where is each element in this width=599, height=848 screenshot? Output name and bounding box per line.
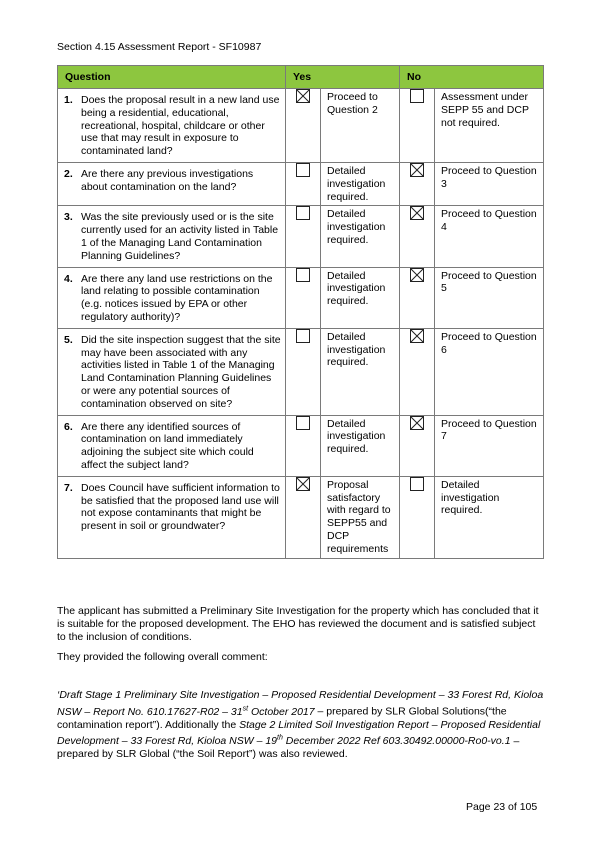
cross-mark-icon bbox=[411, 207, 423, 219]
cross-mark-icon bbox=[411, 417, 423, 429]
yes-checkbox-cell bbox=[286, 162, 321, 205]
cross-mark-icon bbox=[297, 90, 309, 102]
question-text: Was the site previously used or is the site currently used for an activity listed in Table 1 of the Managing Land Contamination Planning Guidelines? bbox=[81, 211, 279, 262]
yes-checkbox[interactable] bbox=[296, 329, 310, 343]
question-cell bbox=[58, 328, 286, 415]
yes-outcome-text: Detailed investigation required. bbox=[321, 267, 400, 328]
question-number: 5. bbox=[64, 333, 73, 346]
assessment-paragraph: The applicant has submitted a Preliminary Site Investigation for the property which has concluded that it is suitable for the proposed development. The EHO has reviewed the document and is satisfied subject to the inclusion of conditions. bbox=[57, 605, 539, 643]
cross-mark-icon bbox=[297, 478, 309, 490]
yes-checkbox-cell bbox=[286, 267, 321, 328]
question-number: 1. bbox=[64, 94, 73, 106]
yes-outcome-text: Proposal satisfactory with regard to SEPP55 and DCP requirements bbox=[321, 476, 400, 558]
quote-part5: December 2022 Ref 603.30492.00000-Ro0-vo.1 bbox=[282, 735, 511, 747]
cross-mark-icon bbox=[411, 269, 423, 281]
question-number: 4. bbox=[64, 272, 73, 285]
no-outcome-text: Proceed to Question 6 bbox=[435, 328, 544, 415]
no-checkbox[interactable] bbox=[410, 416, 424, 430]
table-row bbox=[58, 162, 544, 205]
quote-part1: ‘Draft Stage 1 Preliminary Site Investigation – Proposed Residential Development – 33 Forest Rd, Kioloa NSW – Report No. 610.17627-R02 – 31 bbox=[57, 689, 544, 718]
quote-part4: Stage 2 Limited Soil Investigation Report – Proposed Residential Development – 33 Forest Rd, Kioloa NSW – 19 bbox=[57, 718, 541, 747]
yes-checkbox-cell bbox=[286, 415, 321, 476]
yes-outcome-text: Detailed investigation required. bbox=[321, 206, 400, 267]
table-row bbox=[58, 476, 544, 558]
yes-outcome-text: Detailed investigation required. bbox=[321, 415, 400, 476]
table-row bbox=[58, 267, 544, 328]
question-text: Are there any previous investigations about contamination on the land? bbox=[81, 167, 254, 193]
yes-checkbox[interactable] bbox=[296, 206, 310, 220]
cross-mark-icon bbox=[411, 164, 423, 176]
table-row bbox=[58, 206, 544, 267]
yes-checkbox-cell bbox=[286, 476, 321, 558]
contamination-assessment-table bbox=[57, 65, 544, 559]
no-checkbox[interactable] bbox=[410, 477, 424, 491]
no-checkbox-cell bbox=[400, 415, 435, 476]
no-checkbox-cell bbox=[400, 328, 435, 415]
yes-checkbox-cell bbox=[286, 206, 321, 267]
no-checkbox-cell bbox=[400, 162, 435, 205]
question-cell bbox=[58, 267, 286, 328]
quote-part1-sup: st bbox=[242, 705, 249, 712]
question-text: Are there any identified sources of contamination on land immediately adjoining the subject site which could affect the subject land? bbox=[81, 420, 254, 471]
yes-checkbox-cell bbox=[286, 328, 321, 415]
table-row bbox=[58, 415, 544, 476]
no-checkbox-cell bbox=[400, 206, 435, 267]
question-number: 3. bbox=[64, 211, 73, 224]
no-checkbox[interactable] bbox=[410, 268, 424, 282]
question-cell bbox=[58, 162, 286, 205]
question-number: 2. bbox=[64, 167, 73, 180]
column-header-yes: Yes bbox=[286, 66, 400, 89]
no-checkbox-cell bbox=[400, 476, 435, 558]
table-row bbox=[58, 328, 544, 415]
question-cell bbox=[58, 476, 286, 558]
question-text: Does Council have sufficient information to be satisfied that the proposed land use will not expose contaminants that might be present in soil or groundwater? bbox=[81, 481, 280, 533]
column-header-question: Question bbox=[58, 66, 286, 89]
question-number: 7. bbox=[64, 481, 73, 494]
comment-intro: They provided the following overall comment: bbox=[57, 651, 268, 663]
quote-part2: October 2017 bbox=[248, 705, 315, 718]
yes-checkbox[interactable] bbox=[296, 89, 310, 103]
no-outcome-text: Assessment under SEPP 55 and DCP not required. bbox=[435, 89, 544, 163]
question-number: 6. bbox=[64, 420, 73, 433]
yes-outcome-text: Detailed investigation required. bbox=[321, 162, 400, 205]
no-outcome-text: Proceed to Question 7 bbox=[435, 415, 544, 476]
cross-mark-icon bbox=[411, 330, 423, 342]
no-checkbox[interactable] bbox=[410, 89, 424, 103]
question-cell bbox=[58, 415, 286, 476]
yes-checkbox-cell bbox=[286, 89, 321, 163]
question-text: Did the site inspection suggest that the site may have been associated with any activities listed in Table 1 of the Managing Land Contamination Planning Guidelines or were any potential sources of contamination observed on site? bbox=[81, 333, 281, 410]
no-checkbox-cell bbox=[400, 89, 435, 163]
table-body bbox=[58, 89, 544, 559]
no-checkbox[interactable] bbox=[410, 206, 424, 220]
question-cell bbox=[58, 206, 286, 267]
quote-part4-sup: th bbox=[277, 734, 283, 742]
no-outcome-text: Proceed to Question 3 bbox=[435, 162, 544, 205]
no-checkbox[interactable] bbox=[410, 329, 424, 343]
yes-outcome-text: Detailed investigation required. bbox=[321, 328, 400, 415]
table-header-row bbox=[58, 66, 544, 89]
question-cell bbox=[58, 89, 286, 163]
yes-checkbox[interactable] bbox=[296, 163, 310, 177]
document-header: Section 4.15 Assessment Report - SF10987 bbox=[57, 41, 262, 53]
table-row bbox=[58, 89, 544, 163]
yes-checkbox[interactable] bbox=[296, 268, 310, 282]
column-header-no: No bbox=[400, 66, 544, 89]
quote-part6: – prepared by SLR Global (“the Soil Report”) was also reviewed. bbox=[57, 735, 520, 760]
no-checkbox[interactable] bbox=[410, 163, 424, 177]
quote-part3: – prepared by SLR Global Solutions(“the contamination report”). Additionally the bbox=[57, 705, 507, 731]
no-checkbox-cell bbox=[400, 267, 435, 328]
no-outcome-text: Proceed to Question 4 bbox=[435, 206, 544, 267]
page-number: Page 23 of 105 bbox=[466, 801, 538, 813]
yes-checkbox[interactable] bbox=[296, 416, 310, 430]
question-text: Are there any land use restrictions on the land relating to possible contamination (e.g. notices issued by EPA or other regulatory authority)? bbox=[81, 272, 273, 323]
yes-checkbox[interactable] bbox=[296, 477, 310, 491]
no-outcome-text: Detailed investigation required. bbox=[435, 476, 544, 558]
quoted-comment bbox=[57, 689, 547, 761]
question-text: Does the proposal result in a new land use being a residential, educational, recreational, hospital, childcare or other use that may result in exposure to contaminated land? bbox=[81, 94, 280, 158]
no-outcome-text: Proceed to Question 5 bbox=[435, 267, 544, 328]
yes-outcome-text: Proceed to Question 2 bbox=[321, 89, 400, 163]
